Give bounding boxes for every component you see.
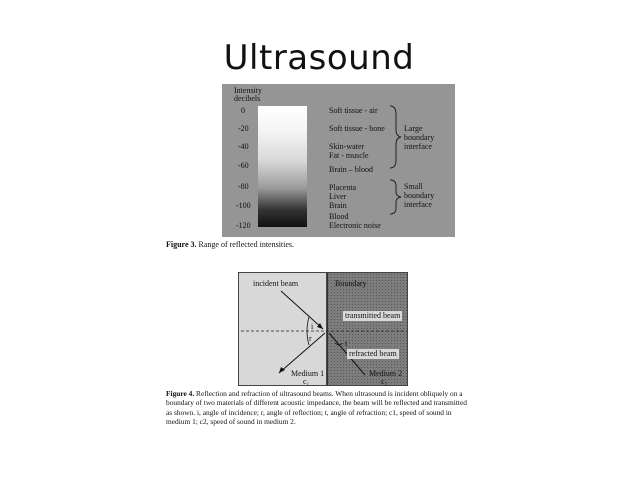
interface-label: Electronic noise bbox=[329, 221, 381, 230]
interface-label: Brain bbox=[329, 201, 347, 210]
medium-2-label: Medium 2 bbox=[369, 369, 403, 378]
scale-label: -80 bbox=[238, 182, 249, 191]
group-small-label: boundary bbox=[404, 191, 435, 200]
interface-label: Liver bbox=[329, 192, 347, 201]
scale-label: -40 bbox=[238, 142, 249, 151]
scale-label: -60 bbox=[238, 161, 249, 170]
angle-t-label: t bbox=[345, 339, 348, 348]
interface-label: Skin-water bbox=[329, 142, 365, 151]
boundary-label: Boundary bbox=[335, 279, 367, 288]
scale-label: -20 bbox=[238, 124, 249, 133]
figure-4-caption-text: Reflection and refraction of ultrasound beams. When ultrasound is incident obliquely on a boundary of two materials of different acoustic impedance, the beam will be reflected and transmitted as shown. i, angle of incidence; r, angle of reflection; t, angle of refraction; c1, speed of sound in medium 1; c2, speed of sound in medium 2. bbox=[166, 389, 467, 427]
scale-label: -120 bbox=[236, 221, 251, 230]
group-large-label: Large bbox=[404, 124, 423, 133]
c1-label: c₁ bbox=[303, 377, 310, 386]
group-large-label: boundary bbox=[404, 133, 435, 142]
figure-4-caption-label: Figure 4. bbox=[166, 389, 195, 398]
interface-label: Blood bbox=[329, 212, 349, 221]
figure-3-caption-label: Figure 3. bbox=[166, 240, 197, 249]
interface-label: Brain – blood bbox=[329, 165, 373, 174]
c2-label: c₂ bbox=[381, 377, 388, 386]
brace-lines bbox=[222, 84, 455, 237]
group-small-label: Small bbox=[404, 182, 423, 191]
medium-1-label: Medium 1 bbox=[291, 369, 325, 378]
angle-r-label: r bbox=[309, 334, 312, 343]
figure-3-caption-text: Range of reflected intensities. bbox=[196, 240, 295, 249]
interface-label: Fat - muscle bbox=[329, 151, 369, 160]
figure-3-caption bbox=[166, 240, 294, 249]
group-large-label: interface bbox=[404, 142, 432, 151]
incident-beam-label: incident beam bbox=[253, 279, 299, 288]
angle-i-label: i bbox=[311, 322, 314, 331]
scale-label: 0 bbox=[241, 106, 245, 115]
transmitted-beam-label: transmitted beam bbox=[345, 311, 401, 320]
slide-title: Ultrasound bbox=[223, 38, 415, 78]
figure-4-reflection-refraction bbox=[238, 272, 408, 386]
refracted-beam-label: refracted beam bbox=[349, 349, 397, 358]
interface-label: Soft tissue - air bbox=[329, 106, 378, 115]
axis-title-line1: Intensity bbox=[234, 86, 262, 95]
group-small-label: interface bbox=[404, 200, 432, 209]
interface-label: Soft tissue - bone bbox=[329, 124, 385, 133]
axis-title-line2: decibels bbox=[234, 94, 261, 103]
figure-4-caption bbox=[166, 389, 472, 427]
scale-label: -100 bbox=[236, 201, 251, 210]
figure-3-reflected-intensities bbox=[222, 84, 455, 237]
interface-label: Placenta bbox=[329, 183, 357, 192]
